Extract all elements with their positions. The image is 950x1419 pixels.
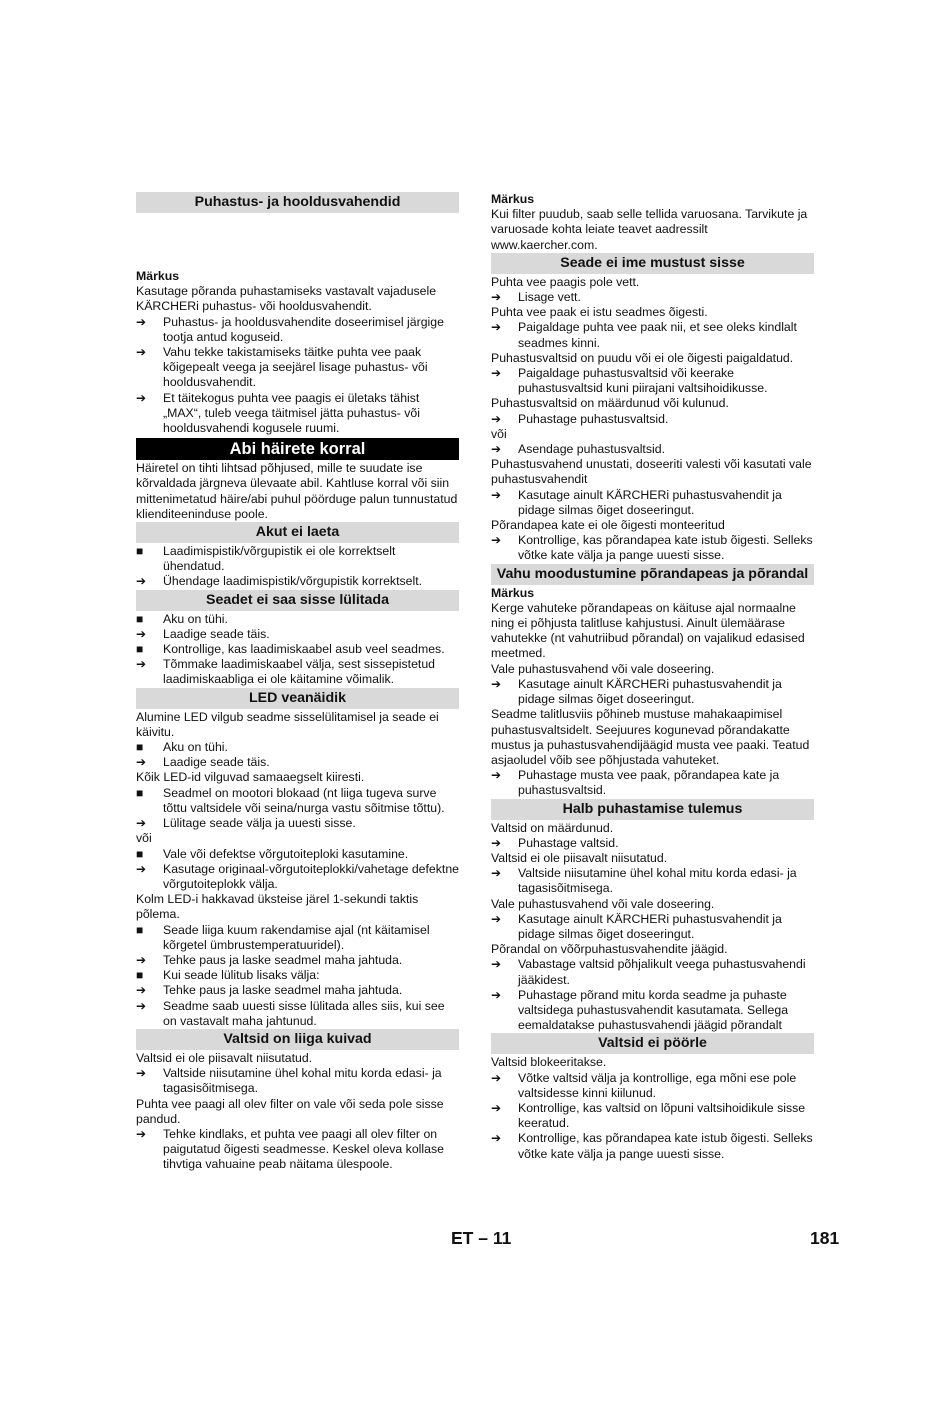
item-text: Seadme saab uuesti sisse lülitada alles siis, kui see on vastavalt maha jahtunud. bbox=[163, 998, 445, 1028]
arrow-icon: ➔ bbox=[136, 626, 147, 641]
paragraph: Valtsid on määrdunud. bbox=[491, 820, 614, 835]
section-heading: Akut ei laeta bbox=[136, 522, 459, 543]
section-heading: Valtsid on liiga kuivad bbox=[136, 1029, 459, 1050]
item-text: Puhastage puhastusvaltsid. bbox=[518, 411, 669, 426]
arrow-icon: ➔ bbox=[136, 998, 147, 1013]
item-text: Valtside niisutamine ühel kohal mitu korda edasi- ja tagasisõitmisega. bbox=[518, 866, 797, 896]
arrow-icon: ➔ bbox=[491, 533, 502, 548]
action-item bbox=[136, 315, 459, 345]
item-text: Seadmel on mootori blokaad (nt liiga tugeva surve tõttu valtsidele või seina/nurga vastu sõitmise tõttu). bbox=[163, 785, 445, 815]
arrow-icon: ➔ bbox=[491, 835, 502, 850]
paragraph: Kerge vahuteke põrandapeas on käituse ajal normaalne ning ei põhjusta talitluse kahjustusi. Ainult ülemäärase vahutekke (nt vahutriibud põrandal) on vajalikud edasised meetmed. bbox=[491, 600, 805, 661]
item-text: Kontrollige, kas valtsid on lõpuni valtsihoidikule sisse keeratud. bbox=[518, 1100, 806, 1131]
note-label: Märkus bbox=[491, 585, 535, 600]
cause-item bbox=[136, 740, 459, 755]
action-item bbox=[491, 912, 814, 942]
item-text: Paigaldage puhta vee paak nii, et see oleks kindlalt seadmes kinni. bbox=[518, 320, 797, 350]
action-item bbox=[491, 412, 814, 427]
arrow-icon: ➔ bbox=[491, 320, 502, 335]
paragraph: Puhta vee paak ei istu seadmes õigesti. bbox=[491, 305, 708, 320]
arrow-icon: ➔ bbox=[491, 987, 502, 1002]
paragraph: Põrandapea kate ei ole õigesti monteeritud bbox=[491, 518, 725, 533]
arrow-icon: ➔ bbox=[491, 768, 502, 783]
arrow-icon: ➔ bbox=[491, 366, 502, 381]
footer-section-code: ET – 11 bbox=[451, 1228, 512, 1248]
square-bullet-icon: ■ bbox=[136, 740, 144, 755]
action-item bbox=[491, 290, 814, 305]
action-item bbox=[491, 1101, 814, 1131]
arrow-icon: ➔ bbox=[491, 957, 502, 972]
item-text: Puhastage musta vee paak, põrandapea kate ja puhastusvaltsid. bbox=[518, 768, 780, 798]
item-text: Laadige seade täis. bbox=[163, 755, 270, 770]
item-text: Kasutage ainult KÄRCHERi puhastusvahendit ja pidage silmas õiget doseeringut. bbox=[518, 487, 782, 517]
arrow-icon: ➔ bbox=[136, 574, 147, 589]
action-item bbox=[491, 866, 814, 896]
action-item bbox=[491, 366, 814, 396]
action-item bbox=[491, 533, 814, 563]
action-item bbox=[136, 1127, 459, 1173]
paragraph: Häiretel on tihti lihtsad põhjused, mille te suudate ise kõrvaldada järgneva ülevaate abil. Kahtluse korral või siin mittenimetatud häire/abi puhul pöörduge palun tunnustatud klienditeeninduse poole. bbox=[136, 461, 458, 521]
paragraph: Puhastusvahend unustati, doseeriti valesti või kasutati vale puhastusvahendit bbox=[491, 457, 812, 487]
item-text: Tehke kindlaks, et puhta vee paagi all olev filter on paigutatud õigesti seadmesse. Keskel oleva kollase tihvtiga vahuaine peab näitama ülespoole. bbox=[163, 1126, 444, 1172]
item-text: Puhastus- ja hooldusvahendite doseerimisel järgige tootja antud koguseid. bbox=[163, 314, 444, 344]
paragraph: Kui filter puudub, saab selle tellida varuosana. Tarvikute ja varuosade kohta leiate teavet aadressilt www.kaercher.com. bbox=[491, 207, 808, 252]
item-text: Paigaldage puhastusvaltsid või keerake puhastusvaltsid kuni piirajani valtsihoidikusse. bbox=[518, 366, 768, 396]
action-item bbox=[136, 574, 459, 589]
paragraph: või bbox=[136, 831, 152, 846]
item-text: Kasutage ainult KÄRCHERi puhastusvahendit ja pidage silmas õiget doseeringut. bbox=[518, 911, 782, 941]
action-item bbox=[136, 627, 459, 642]
paragraph: Vale puhastusvahend või vale doseering. bbox=[491, 896, 715, 911]
arrow-icon: ➔ bbox=[491, 911, 502, 926]
item-text: Lülitage seade välja ja uuesti sisse. bbox=[163, 816, 356, 831]
section-heading: Vahu moodustumine põrandapeas ja põrandal bbox=[491, 564, 814, 585]
item-text: Aku on tühi. bbox=[163, 611, 228, 626]
item-text: Kasutage ainult KÄRCHERi puhastusvahendit ja pidage silmas õiget doseeringut. bbox=[518, 676, 782, 707]
arrow-icon: ➔ bbox=[491, 487, 502, 502]
right-column bbox=[491, 192, 814, 1162]
item-text: Asendage puhastusvaltsid. bbox=[518, 442, 665, 457]
arrow-icon: ➔ bbox=[491, 866, 502, 881]
action-item bbox=[491, 836, 814, 851]
item-text: Tehke paus ja laske seadmel maha jahtuda. bbox=[163, 983, 403, 998]
arrow-icon: ➔ bbox=[491, 1070, 502, 1085]
arrow-icon: ➔ bbox=[136, 390, 147, 405]
cause-item bbox=[136, 642, 459, 657]
arrow-icon: ➔ bbox=[491, 411, 502, 426]
square-bullet-icon: ■ bbox=[136, 922, 144, 937]
cause-item bbox=[136, 612, 459, 627]
arrow-icon: ➔ bbox=[136, 861, 147, 876]
action-item bbox=[136, 999, 459, 1029]
square-bullet-icon: ■ bbox=[136, 544, 144, 559]
action-item bbox=[136, 1066, 459, 1096]
paragraph: Põrandal on võõrpuhastusvahendite jäägid. bbox=[491, 942, 728, 957]
arrow-icon: ➔ bbox=[136, 952, 147, 967]
paragraph: või bbox=[491, 426, 507, 441]
cause-item bbox=[136, 786, 459, 816]
paragraph: Seadme talitlusviis põhineb mustuse mahakaapimisel puhastusvaltsidelt. Seejuures kogunevad põrandakatte mustus ja puhastusvahendijäägid musta vee paaki. Teatud asjaoludel võib see põhjustada vahuteket. bbox=[491, 707, 810, 767]
item-text: Ühendage laadimispistik/võrgupistik korrektselt. bbox=[163, 574, 423, 589]
action-item bbox=[136, 657, 459, 687]
item-text: Vabastage valtsid põhjalikult veega puhastusvahendi jääkidest. bbox=[518, 957, 806, 987]
item-text: Puhastage valtsid. bbox=[518, 835, 619, 850]
cause-item bbox=[136, 847, 459, 862]
paragraph: Puhta vee paagi all olev filter on vale või seda pole sisse pandud. bbox=[136, 1096, 444, 1126]
action-item bbox=[136, 862, 459, 892]
item-text: Kasutage originaal-võrgutoiteplokki/vahetage defektne võrgutoiteplokk välja. bbox=[163, 861, 460, 891]
paragraph: Kasutage põranda puhastamiseks vastavalt vajadusele KÄRCHERi puhastus- või hooldusvahendit. bbox=[136, 284, 437, 314]
arrow-icon: ➔ bbox=[136, 816, 147, 831]
cause-item bbox=[136, 968, 459, 983]
square-bullet-icon: ■ bbox=[136, 785, 144, 800]
item-text: Puhastage põrand mitu korda seadme ja puhaste valtsidega puhastusvahendit kasutamata. Sellega eemaldatakse puhastusvahendi jäägid põrandalt bbox=[518, 987, 789, 1033]
item-text: Et täitekogus puhta vee paagis ei ületaks tähist „MAX“, tuleb veega täitmisel jätta puhastus- või hooldusvahendi kogusele ruumi. bbox=[163, 390, 420, 436]
item-text: Kui seade lülitub lisaks välja: bbox=[163, 968, 320, 983]
section-heading: Halb puhastamise tulemus bbox=[491, 799, 814, 820]
page-number: 181 bbox=[810, 1228, 840, 1248]
action-item bbox=[136, 816, 459, 831]
item-text: Aku on tühi. bbox=[163, 740, 228, 755]
arrow-icon: ➔ bbox=[136, 755, 147, 770]
action-item bbox=[491, 1071, 814, 1101]
item-text: Võtke valtsid välja ja kontrollige, ega mõni ese pole valtsidesse kinni kiilunud. bbox=[518, 1070, 797, 1100]
section-heading: Valtsid ei pöörle bbox=[491, 1033, 814, 1054]
action-item bbox=[491, 320, 814, 350]
action-item bbox=[491, 957, 814, 987]
paragraph: Valtsid ei ole piisavalt niisutatud. bbox=[136, 1050, 313, 1065]
item-text: Tehke paus ja laske seadmel maha jahtuda. bbox=[163, 952, 403, 967]
paragraph: Puhastusvaltsid on puudu või ei ole õigesti paigaldatud. bbox=[491, 350, 794, 365]
square-bullet-icon: ■ bbox=[136, 642, 144, 657]
item-text: Kontrollige, kas põrandapea kate istub õigesti. Selleks võtke kate välja ja pange uuesti sisse. bbox=[518, 1131, 813, 1161]
item-text: Valtside niisutamine ühel kohal mitu korda edasi- ja tagasisõitmisega. bbox=[163, 1066, 442, 1096]
item-text: Kontrollige, kas põrandapea kate istub õigesti. Selleks võtke kate välja ja pange uuesti sisse. bbox=[518, 533, 813, 563]
spacer bbox=[136, 214, 459, 269]
arrow-icon: ➔ bbox=[136, 657, 147, 672]
arrow-icon: ➔ bbox=[136, 1126, 147, 1141]
square-bullet-icon: ■ bbox=[136, 846, 144, 861]
cause-item bbox=[136, 923, 459, 953]
action-item bbox=[136, 345, 459, 391]
item-text: Lisage vett. bbox=[518, 290, 581, 305]
paragraph: Valtsid ei ole piisavalt niisutatud. bbox=[491, 850, 668, 865]
action-item bbox=[491, 442, 814, 457]
item-text: Kontrollige, kas laadimiskaabel asub veel seadmes. bbox=[163, 642, 445, 657]
action-item bbox=[491, 988, 814, 1034]
paragraph: Valtsid blokeeritakse. bbox=[491, 1055, 607, 1070]
item-text: Laadige seade täis. bbox=[163, 626, 270, 641]
arrow-icon: ➔ bbox=[136, 345, 147, 360]
chapter-heading: Abi häirete korral bbox=[136, 438, 459, 460]
arrow-icon: ➔ bbox=[136, 983, 147, 998]
paragraph: Alumine LED vilgub seadme sisselülitamisel ja seade ei käivitu. bbox=[136, 709, 439, 739]
paragraph: Kolm LED-i hakkavad üksteise järel 1-sekundi taktis põlema. bbox=[136, 892, 419, 922]
arrow-icon: ➔ bbox=[136, 1066, 147, 1081]
item-text: Vale või defektse võrgutoiteploki kasutamine. bbox=[163, 846, 409, 861]
section-heading: Puhastus- ja hooldusvahendid bbox=[136, 192, 459, 213]
item-text: Tõmmake laadimiskaabel välja, sest sissepistetud laadimiskaabliga ei ole käitamine võimalik. bbox=[163, 657, 436, 687]
arrow-icon: ➔ bbox=[491, 1131, 502, 1146]
item-text: Seade liiga kuum rakendamise ajal (nt käitamisel kõrgetel ümbrustemperatuuridel). bbox=[163, 922, 430, 952]
section-heading: Seadet ei saa sisse lülitada bbox=[136, 590, 459, 611]
arrow-icon: ➔ bbox=[491, 1100, 502, 1115]
action-item bbox=[136, 953, 459, 968]
action-item bbox=[136, 983, 459, 998]
item-text: Vahu tekke takistamiseks täitke puhta vee paak kõigepealt veega ja seejärel lisage puhastus- või hooldusvahendit. bbox=[163, 345, 428, 390]
action-item bbox=[491, 768, 814, 798]
arrow-icon: ➔ bbox=[491, 290, 502, 305]
paragraph: Puhta vee paagis pole vett. bbox=[491, 274, 640, 289]
arrow-icon: ➔ bbox=[136, 314, 147, 329]
cause-item bbox=[136, 544, 459, 574]
left-column bbox=[136, 192, 459, 1173]
note-label: Märkus bbox=[491, 192, 535, 206]
paragraph: Puhastusvaltsid on määrdunud või kulunud. bbox=[491, 396, 729, 411]
item-text: Laadimispistik/võrgupistik ei ole korrektselt ühendatud. bbox=[163, 544, 396, 574]
paragraph: Vale puhastusvahend või vale doseering. bbox=[491, 661, 715, 676]
note-label: Märkus bbox=[136, 269, 180, 283]
arrow-icon: ➔ bbox=[491, 676, 502, 691]
square-bullet-icon: ■ bbox=[136, 968, 144, 983]
action-item bbox=[491, 677, 814, 707]
action-item bbox=[491, 1131, 814, 1161]
paragraph: Kõik LED-id vilguvad samaaegselt kiiresti. bbox=[136, 770, 365, 785]
arrow-icon: ➔ bbox=[491, 442, 502, 457]
section-heading: LED veanäidik bbox=[136, 688, 459, 709]
square-bullet-icon: ■ bbox=[136, 611, 144, 626]
section-heading: Seade ei ime mustust sisse bbox=[491, 253, 814, 274]
action-item bbox=[136, 391, 459, 437]
action-item bbox=[491, 488, 814, 518]
action-item bbox=[136, 755, 459, 770]
